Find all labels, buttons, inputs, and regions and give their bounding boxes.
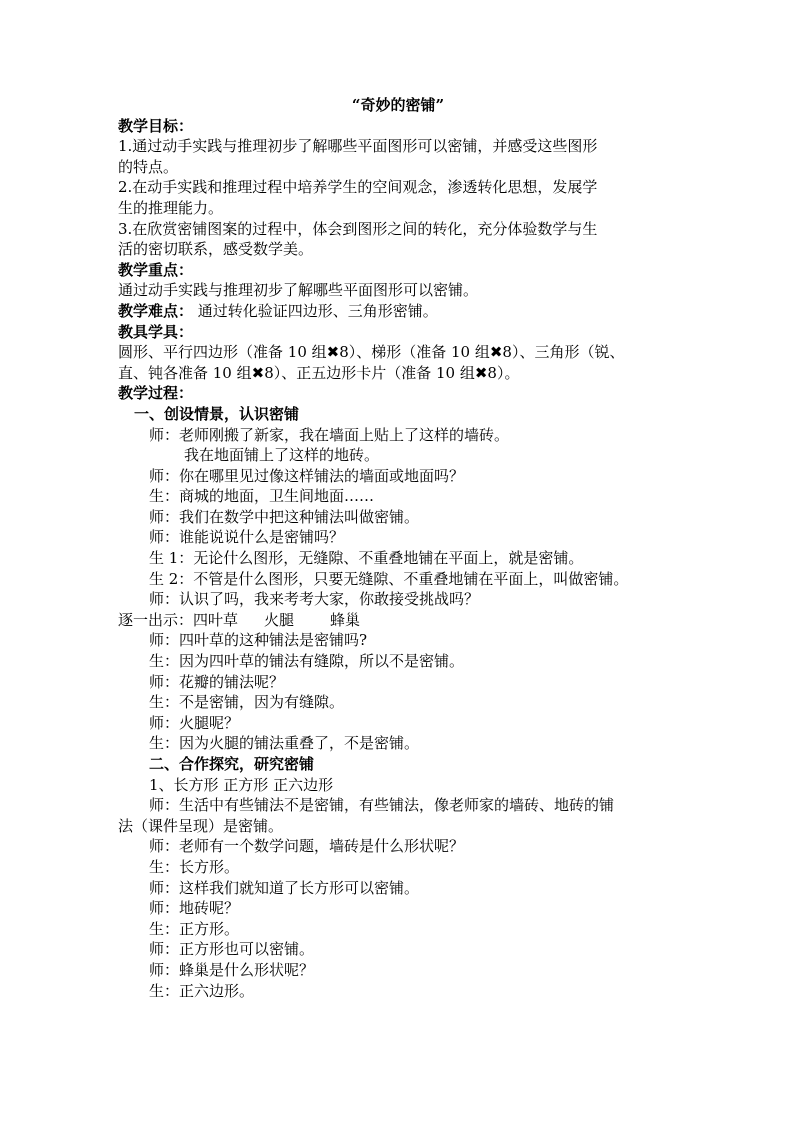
dialogue-line: 生 2：不管是什么图形，只要无缝隙、不重叠地铺在平面上，叫做密铺。: [149, 569, 629, 588]
section2-subtitle: 1、长方形 正方形 正六边形: [149, 775, 334, 794]
key-point-text: 通过动手实践与推理初步了解哪些平面图形可以密铺。: [118, 281, 479, 300]
dialogue-line: 师：花瓣的铺法呢？: [149, 672, 285, 691]
key-point-heading: 教学重点：: [118, 260, 194, 279]
dialogue-line: 师：火腿呢？: [149, 713, 240, 732]
dialogue-line: 师：你在哪里见过像这样铺法的墙面或地面吗？: [149, 466, 465, 485]
dialogue-line: 生 1：无论什么图形，无缝隙、不重叠地铺在平面上，就是密铺。: [149, 549, 584, 568]
dialogue-line: 生：不是密铺，因为有缝隙。: [149, 693, 345, 712]
dialogue-line: 师：四叶草的这种铺法是密铺吗?: [149, 631, 368, 650]
dialogue-line: 生：因为四叶草的铺法有缝隙，所以不是密铺。: [149, 652, 465, 671]
objective-line: 2.在动手实践和推理过程中培养学生的空间观念，渗透转化思想，发展学: [118, 178, 598, 197]
paragraph-line: 师：生活中有些铺法不是密铺，有些铺法，像老师家的墙砖、地砖的铺: [149, 796, 615, 815]
document-page: [118, 95, 678, 1001]
document-title: “奇妙的密铺”: [351, 96, 445, 114]
dialogue-line: 生：商城的地面，卫生间地面……: [149, 487, 375, 506]
section2-title: 二、合作探究，研究密铺: [149, 755, 315, 773]
dialogue-line: 师：老师有一个数学问题，墙砖是什么形状呢？: [149, 837, 465, 856]
dialogue-line: 师：地砖呢？: [149, 899, 240, 918]
objective-line: 3.在欣赏密铺图案的过程中，体会到图形之间的转化，充分体验数学与生: [118, 219, 598, 238]
objectives-heading: 教学目标：: [118, 116, 194, 135]
difficulty-text: 通过转化验证四边形、三角形密铺。: [193, 301, 438, 320]
dialogue-line: 师：蜂巢是什么形状呢？: [149, 960, 315, 979]
show-prefix: 逐一出示：四叶草: [118, 610, 239, 629]
process-heading: 教学过程：: [118, 384, 194, 403]
materials-heading: 教具学具：: [118, 322, 194, 341]
dialogue-line: 我在地面铺上了这样的地砖。: [184, 446, 380, 465]
show-item: 蜂巢: [330, 610, 361, 629]
difficulty-heading: 教学难点：: [118, 301, 194, 320]
materials-line: 直、钝各准备 10 组✖8）、正五边形卡片（准备 10 组✖8）。: [118, 363, 520, 382]
dialogue-line: 师：老师刚搬了新家，我在墙面上贴上了这样的墙砖。: [149, 425, 510, 444]
dialogue-line: 师：这样我们就知道了长方形可以密铺。: [149, 878, 420, 897]
dialogue-line: 生：因为火腿的铺法重叠了，不是密铺。: [149, 734, 420, 753]
dialogue-line: 生：长方形。: [149, 857, 240, 876]
materials-line: 圆形、平行四边形（准备 10 组✖8）、梯形（准备 10 组✖8）、三角形（锐、: [118, 343, 625, 362]
paragraph-line: 法（课件呈现）是密铺。: [118, 816, 284, 835]
section1-title: 一、创设情景，认识密铺: [134, 404, 300, 423]
dialogue-line: 师：我们在数学中把这种铺法叫做密铺。: [149, 507, 420, 526]
dialogue-line: 生：正六边形。: [149, 981, 255, 1000]
dialogue-line: 生：正方形。: [149, 919, 240, 938]
dialogue-line: 师：认识了吗，我来考考大家，你敢接受挑战吗？: [149, 590, 480, 609]
show-item: 火腿: [264, 610, 295, 629]
dialogue-line: 师：正方形也可以密铺。: [149, 940, 315, 959]
objective-line: 生的推理能力。: [118, 198, 224, 217]
show-line: [118, 610, 678, 631]
objective-line: 活的密切联系，感受数学美。: [118, 240, 314, 259]
difficulty-line: [118, 301, 678, 322]
dialogue-line: 师：谁能说说什么是密铺吗？: [149, 528, 345, 547]
objective-line: 的特点。: [118, 157, 179, 176]
objective-line: 1.通过动手实践与推理初步了解哪些平面图形可以密铺，并感受这些图形: [118, 137, 598, 156]
